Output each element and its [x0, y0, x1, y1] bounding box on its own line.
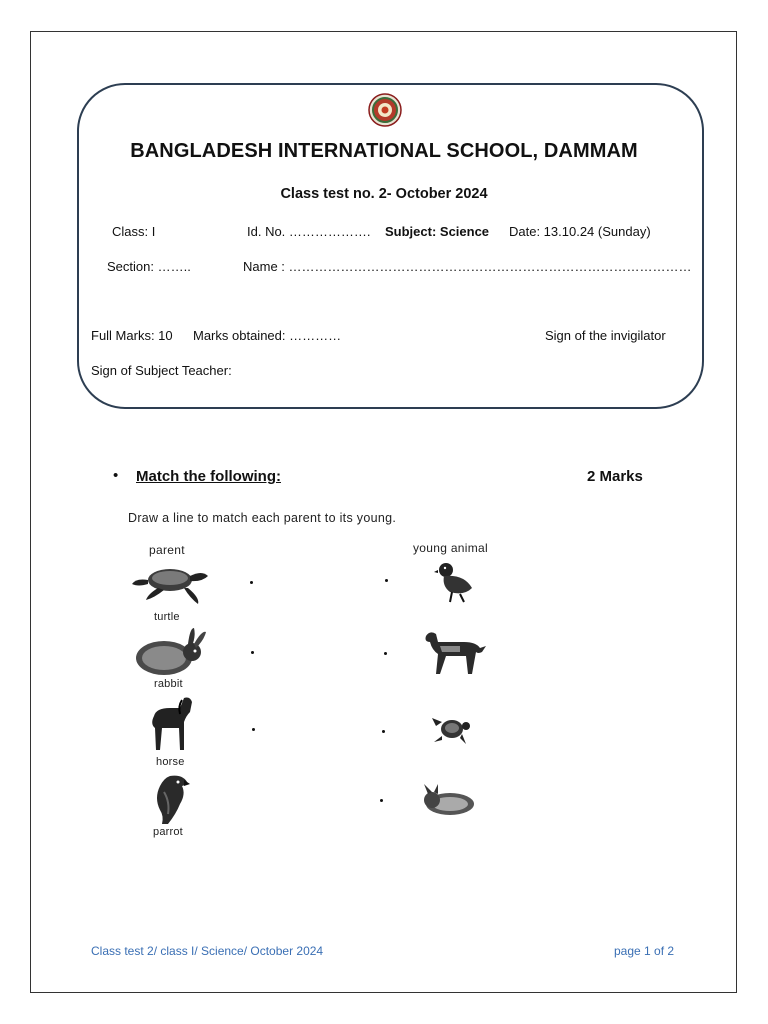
- subject-label: Subject: Science: [385, 224, 490, 239]
- name-label: Name : …………………………………………………………………………………: [243, 259, 692, 274]
- invigilator-sign: Sign of the invigilator: [545, 328, 666, 343]
- footer-left: Class test 2/ class I/ Science/ October 2024: [91, 944, 324, 958]
- young-header: young animal: [413, 541, 488, 555]
- parrot-icon: [150, 772, 192, 826]
- bullet: •: [113, 467, 119, 484]
- full-marks: Full Marks: 10: [91, 328, 173, 343]
- question-title: Match the following:: [136, 468, 281, 485]
- header-box: [77, 83, 704, 409]
- parent-label-rabbit: rabbit: [154, 678, 183, 690]
- young-dot-foal[interactable]: [384, 652, 387, 655]
- parent-label-parrot: parrot: [153, 826, 183, 838]
- marks-obtained: Marks obtained: …………: [193, 328, 342, 343]
- footer-page-number: page 1 of 2: [614, 944, 675, 958]
- test-title: Class test no. 2- October 2024: [280, 186, 488, 202]
- young-dot-chick[interactable]: [385, 579, 388, 582]
- id-label: Id. No. ……………….: [247, 224, 371, 239]
- date-label: Date: 13.10.24 (Sunday): [509, 224, 651, 239]
- school-emblem-icon: [368, 93, 402, 127]
- parent-header: parent: [149, 543, 185, 557]
- baby-rabbit-icon: [420, 784, 478, 816]
- young-dot-baby-turtle[interactable]: [382, 730, 385, 733]
- horse-icon: [146, 694, 196, 754]
- teacher-sign: Sign of Subject Teacher:: [91, 363, 232, 378]
- parent-dot-horse[interactable]: [252, 728, 255, 731]
- section-label: Section: ……..: [107, 259, 191, 274]
- chick-icon: [434, 560, 478, 604]
- question-marks: 2 Marks: [587, 468, 643, 485]
- turtle-icon: [128, 560, 210, 608]
- foal-icon: [420, 628, 488, 676]
- rabbit-icon: [134, 626, 208, 678]
- young-dot-baby-rabbit[interactable]: [380, 799, 383, 802]
- instruction: Draw a line to match each parent to its young.: [128, 511, 397, 525]
- baby-turtle-icon: [430, 712, 474, 746]
- school-name: BANGLADESH INTERNATIONAL SCHOOL, DAMMAM: [130, 140, 638, 162]
- parent-label-horse: horse: [156, 756, 185, 768]
- parent-dot-rabbit[interactable]: [251, 651, 254, 654]
- class-label: Class: I: [112, 224, 156, 239]
- parent-label-turtle: turtle: [154, 611, 180, 623]
- parent-dot-turtle[interactable]: [250, 581, 253, 584]
